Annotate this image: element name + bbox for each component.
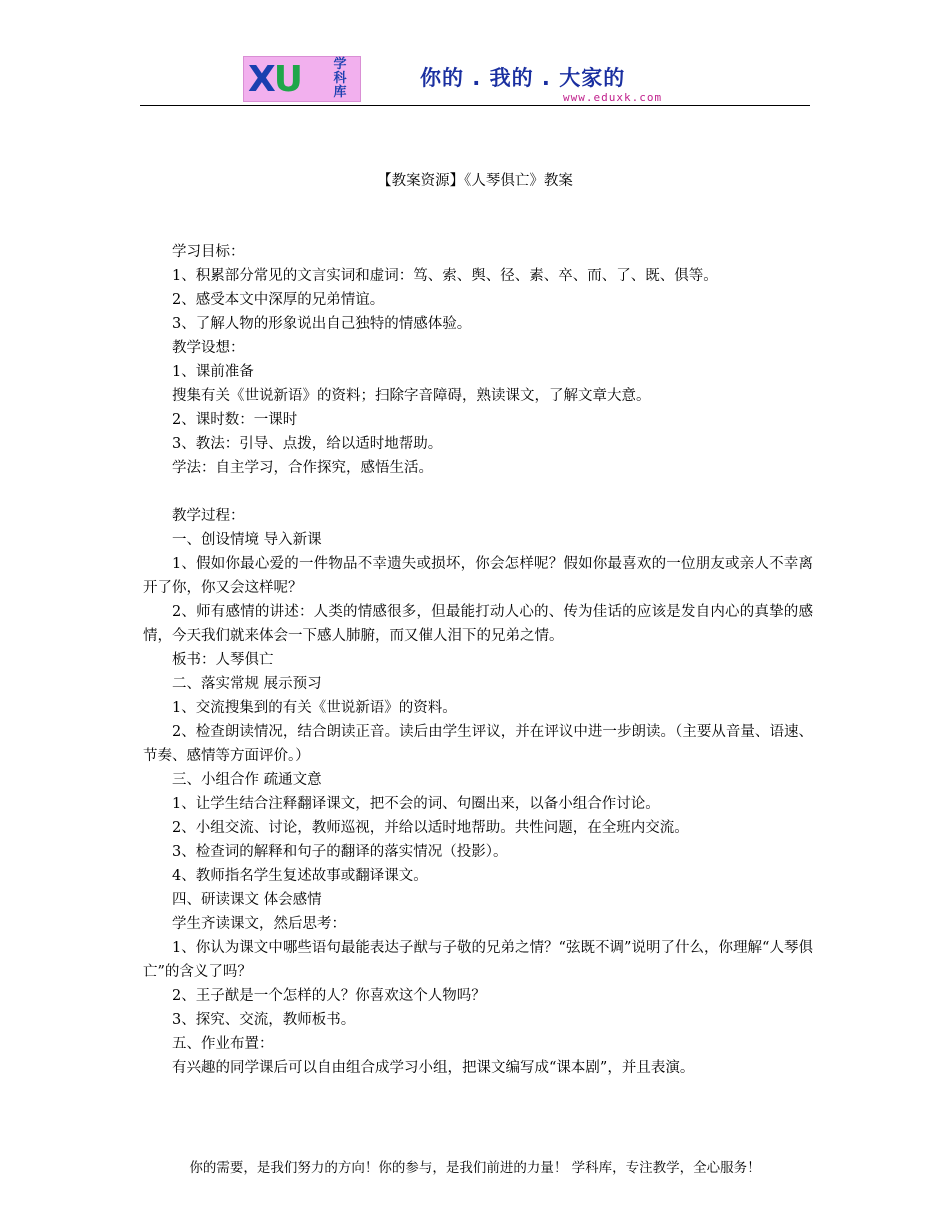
body-paragraph: 2、王子猷是一个怎样的人？你喜欢这个人物吗？ (172, 988, 486, 1004)
body-paragraph: 3、探究、交流，教师板书。 (172, 1012, 356, 1028)
body-paragraph: 学法：自主学习，合作探究，感悟生活。 (172, 460, 433, 476)
body-paragraph: 二、落实常规 展示预习 (172, 676, 322, 692)
logo-mark-x: X (248, 59, 274, 100)
body-paragraph: 4、教师指名学生复述故事或翻译课文。 (172, 868, 428, 884)
body-paragraph: 1、课前准备 (172, 364, 254, 380)
body-paragraph: 学习目标： (172, 244, 245, 260)
document-body (143, 240, 813, 1080)
site-slogan: 你的 . 我的 . 大家的 (420, 66, 626, 90)
body-paragraph: 学生齐读课文，然后思考： (172, 916, 346, 932)
body-paragraph: 3、检查词的解释和句子的翻译的落实情况（投影）。 (172, 844, 508, 860)
logo-mark (248, 59, 301, 101)
body-paragraph: 3、教法：引导、点拨，给以适时地帮助。 (172, 436, 443, 452)
footer-text: 你的需要，是我们努力的方向！你的参与，是我们前进的力量！ 学科库，专注教学，全心服务！ (189, 1160, 761, 1176)
body-paragraph: 3、了解人物的形象说出自己独特的情感体验。 (172, 316, 472, 332)
body-paragraph: 1、积累部分常见的文言实词和虚词：笃、索、舆、径、素、卒、而、了、既、俱等。 (172, 268, 718, 284)
body-paragraph: 教学过程： (172, 508, 245, 524)
body-paragraph: 1、交流搜集到的有关《世说新语》的资料。 (172, 700, 457, 716)
body-paragraph: 四、研读课文 体会感情 (172, 892, 322, 908)
logo-char: 库 (333, 85, 347, 100)
site-logo[interactable] (243, 56, 361, 102)
body-paragraph: 2、检查朗读情况，结合朗读正音。读后由学生评议，并在评议中进一步朗读。（主要从音量、语速、节奏、感情等方面评价。） (143, 724, 813, 764)
body-paragraph: 1、你认为课文中哪些语句最能表达子猷与子敬的兄弟之情？“弦既不调”说明了什么，你理解“人琴俱亡”的含义了吗？ (143, 940, 813, 980)
body-paragraph: 2、小组交流、讨论，教师巡视，并给以适时地帮助。共性问题，在全班内交流。 (172, 820, 689, 836)
logo-characters (328, 58, 352, 100)
logo-char: 学 (333, 57, 347, 72)
body-paragraph: 板书：人琴俱亡 (172, 652, 274, 668)
body-paragraph: 有兴趣的同学课后可以自由组合成学习小组，把课文编写成“课本剧”，并且表演。 (172, 1060, 695, 1076)
body-paragraph: 2、课时数：一课时 (172, 412, 298, 428)
body-paragraph: 教学设想： (172, 340, 245, 356)
document-title: 【教案资源】《人琴俱亡》教案 (377, 173, 573, 189)
body-paragraph: 2、师有感情的讲述：人类的情感很多，但最能打动人心的、传为佳话的应该是发自内心的真挚的感情，今天我们就来体会一下感人肺腑，而又催人泪下的兄弟之情。 (143, 604, 813, 644)
site-url-link[interactable]: www.eduxk.com (563, 91, 663, 104)
body-paragraph: 一、创设情境 导入新课 (172, 532, 322, 548)
body-paragraph: 1、假如你最心爱的一件物品不幸遗失或损坏，你会怎样呢？假如你最喜欢的一位朋友或亲人不幸离开了你，你又会这样呢？ (143, 556, 813, 596)
body-paragraph: 五、作业布置： (172, 1036, 274, 1052)
body-paragraph: 三、小组合作 疏通文意 (172, 772, 322, 788)
body-paragraph: 2、感受本文中深厚的兄弟情谊。 (172, 292, 385, 308)
body-paragraph: 搜集有关《世说新语》的资料；扫除字音障碍，熟读课文，了解文章大意。 (172, 388, 651, 404)
logo-mark-u: U (273, 59, 301, 100)
body-paragraph: 1、让学生结合注释翻译课文，把不会的词、句圈出来，以备小组合作讨论。 (172, 796, 660, 812)
logo-char: 科 (333, 71, 347, 86)
header-divider (140, 105, 810, 106)
